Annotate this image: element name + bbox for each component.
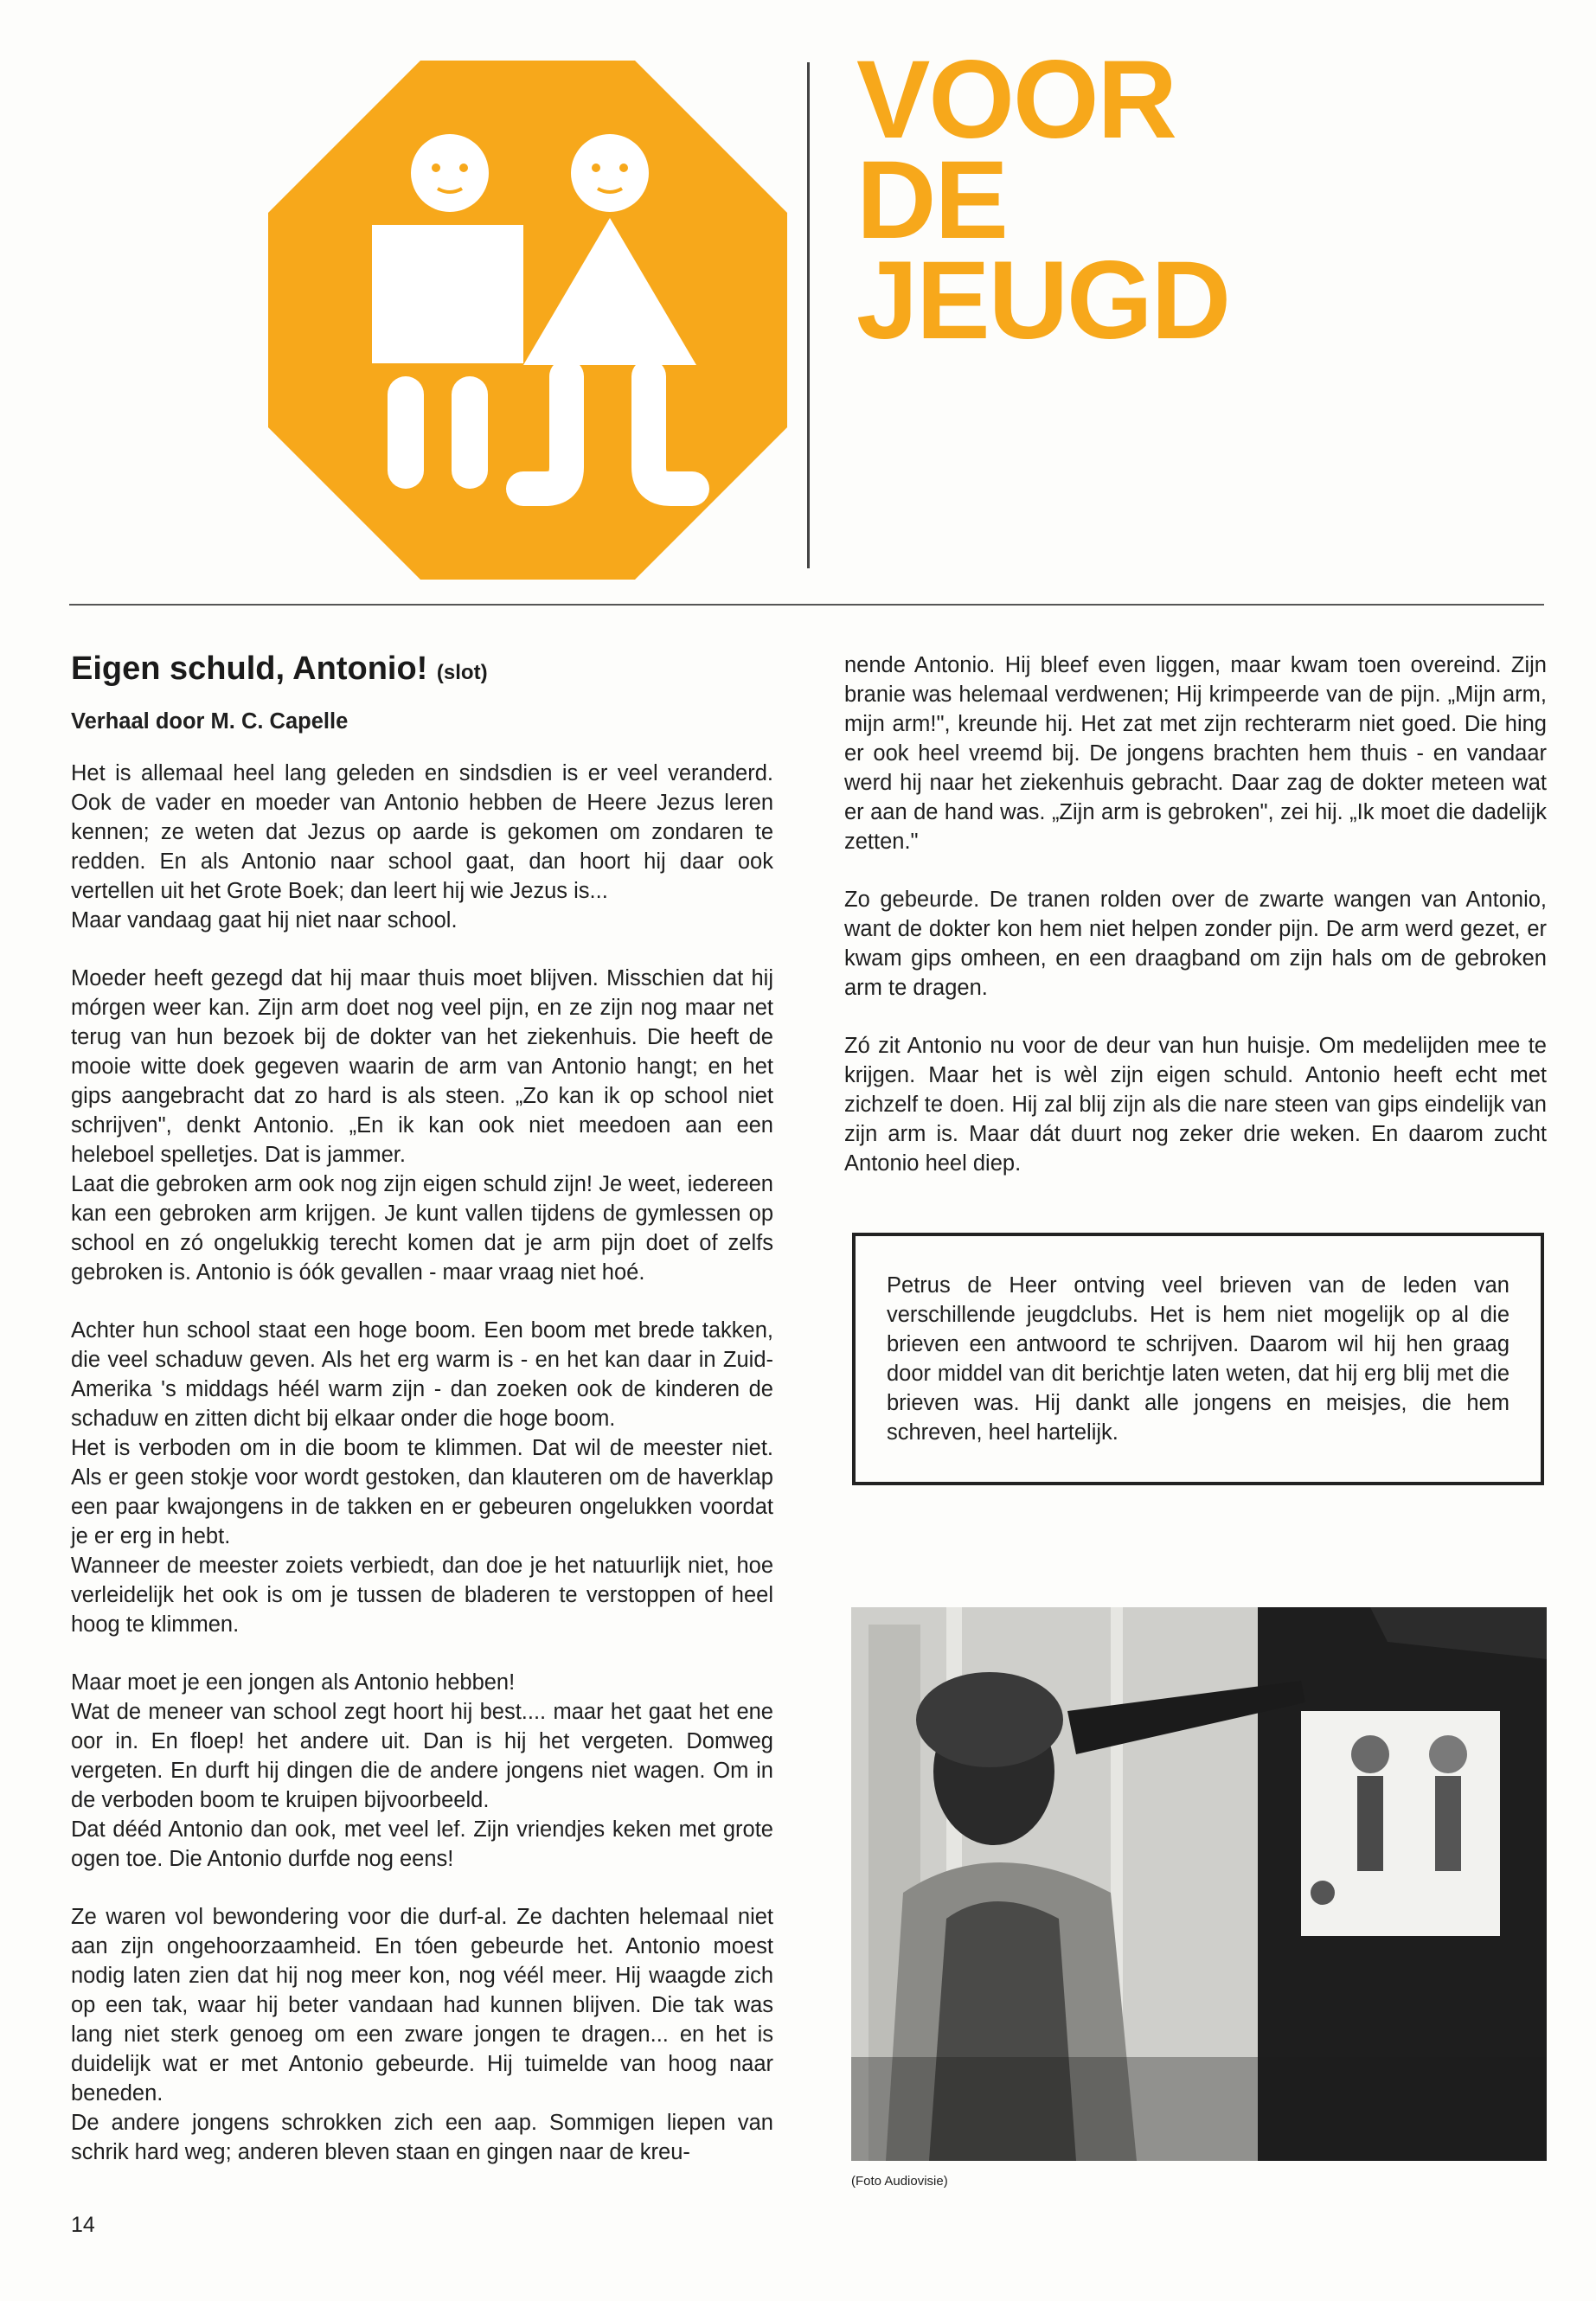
- header-divider: [807, 62, 810, 568]
- paragraph: nende Antonio. Hij bleef even liggen, maar kwam toen overeind. Zijn branie was helemaal verdwenen; Hij krimpeerde van de pijn. „Mijn arm, mijn arm!", kreunde hij. Het zat met zijn rechterarm niet goed. Die hing er ook heel vreemd bij. De jongens brachten hem thuis - en vandaar werd hij naar het ziekenhuis gebracht. Daar zag de dokter meteen wat er aan de hand was. „Zijn arm is gebroken", zei hij. „Ik moet die dadelijk zetten.": [844, 653, 1547, 854]
- byline: Verhaal door M. C. Capelle: [71, 709, 349, 734]
- left-column: [71, 647, 773, 2167]
- paragraph: Laat die gebroken arm ook nog zijn eigen schuld zijn! Je weet, iedereen kan een gebroken arm krijgen. Je kunt vallen tijdens de gymlessen op school en zó ongelukkig terecht komen dat je arm pijn doet of zelfs gebroken is. Antonio is óók gevallen - maar vraag niet hoé.: [71, 1172, 773, 1285]
- paragraph: Het is allemaal heel lang geleden en sindsdien is er veel veranderd. Ook de vader en moeder van Antonio hebben de Heere Jezus leren kennen; ze weten dat Jezus op aarde is gekomen om zondaren te redden. En als Antonio naar school gaat, dan hoort hij daar ook vertellen uit het Grote Boek; dan leert hij wie Jezus is...: [71, 761, 773, 903]
- paragraph: Maar moet je een jongen als Antonio hebben!: [71, 1670, 516, 1695]
- paragraph: De andere jongens schrokken zich een aap. Sommigen liepen van schrik hard weg; anderen bleven staan en gingen naar de kreu-: [71, 2111, 773, 2164]
- right-column: [844, 651, 1547, 1207]
- paragraph: Moeder heeft gezegd dat hij maar thuis moet blijven. Misschien dat hij mórgen weer kan. Zijn arm doet nog veel pijn, en ze zijn nog maar net terug van hun bezoek bij de dokter van het ziekenhuis. Die heeft de mooie witte doek gegeven waarin de arm van Antonio hangt; en het gips aangebracht dat zo hard is als steen. „Zo kan ik op school niet schrijven", denkt Antonio. „En ik kan ook niet meedoen aan een heleboel spelletjes. Dat is jammer.: [71, 966, 773, 1167]
- photo-teacher-at-board: [851, 1607, 1547, 2161]
- paragraph: Zó zit Antonio nu voor de deur van hun huisje. Om medelijden mee te krijgen. Maar het is wèl zijn eigen schuld. Antonio heeft echt met zichzelf te doen. Hij zal blij zijn als die nare steen van gips eindelijk van zijn arm is. Maar dát duurt nog zeker drie weken. En daarom zucht Antonio heel diep.: [844, 1034, 1547, 1176]
- heading-line: JEUGD: [856, 239, 1229, 362]
- section-heading: [856, 38, 1229, 362]
- story-title-text: Eigen schuld, Antonio!: [71, 651, 428, 687]
- left-child-body: [372, 225, 523, 363]
- left-child-leg: [388, 376, 424, 489]
- octagon-children-icon: [268, 61, 787, 580]
- paragraph: Wat de meneer van school zegt hoort hij best.... maar het gaat het ene oor in. En floep! het andere uit. Dan is hij het vergeten. Domweg vergeten. En durft hij dingen die de andere jongens niet wagen. Om in de verboden boom te kruipen bijvoorbeeld.: [71, 1700, 773, 1812]
- paragraph: Het is verboden om in die boom te klimmen. Dat wil de meester niet. Als er geen stokje voor wordt gestoken, dan klauteren om de haverklap een paar kwajongens in de takken en er gebeuren ongelukken voordat je er erg in hebt.: [71, 1436, 773, 1548]
- paragraph: Zo gebeurde. De tranen rolden over de zwarte wangen van Antonio, want de dokter kon hem niet helpen zonder pijn. De arm werd gezet, er kwam gips omheen, en een draagband om zijn hals om de gebroken arm te dragen.: [844, 888, 1547, 1000]
- notice-box: [852, 1233, 1544, 1485]
- left-child-head: [411, 134, 489, 212]
- right-child-head: [571, 134, 649, 212]
- story-title-suffix: (slot): [436, 661, 488, 684]
- page-number: 14: [71, 2213, 95, 2237]
- notice-text: Petrus de Heer ontving veel brieven van de leden van verschillende jeugdclubs. Het is hem niet mogelijk op al die brieven een antwoord te schrijven. Daarom wil hij hen graag door middel van dit berichtje laten weten, dat hij erg blij met die brieven was. Hij dankt alle jongens en meisjes, die hem schreven, heel hartelijk.: [887, 1273, 1509, 1445]
- header-rule: [69, 604, 1544, 606]
- left-child-leg: [452, 376, 488, 489]
- paragraph: Wanneer de meester zoiets verbiedt, dan doe je het natuurlijk niet, hoe verleidelijk het ook is om je tussen de bladeren te verstoppen of heel hoog te klimmen.: [71, 1554, 773, 1637]
- heading-line: DE: [856, 138, 1007, 262]
- paragraph: Dat dééd Antonio dan ook, met veel lef. Zijn vriendjes keken met grote ogen toe. Die Antonio durfde nog eens!: [71, 1817, 773, 1871]
- photo-caption: (Foto Audiovisie): [851, 2174, 948, 2189]
- heading-line: VOOR: [856, 38, 1176, 162]
- story-title: [71, 647, 773, 695]
- paragraph: Achter hun school staat een hoge boom. Een boom met brede takken, die veel schaduw geven. Als het erg warm is - en het kan daar in Zuid-Amerika 's middags héél warm zijn - dan zoeken ook de kinderen de schaduw en zitten dicht bij elkaar onder die hoge boom.: [71, 1318, 773, 1431]
- paragraph: Maar vandaag gaat hij niet naar school.: [71, 908, 458, 933]
- drawing-sheet: [1301, 1711, 1500, 1936]
- paragraph: Ze waren vol bewondering voor die durf-al. Ze dachten helemaal niet aan zijn ongehoorzaamheid. En tóen gebeurde het. Antonio moest nodig laten zien dat hij nog meer kon, nog véél meer. Hij waagde zich op een tak, waar hij beter vandaan had kunnen blijven. Die tak was lang niet sterk genoeg om een zware jongen te dragen... en het is duidelijk wat er met Antonio gebeurde. Hij tuimelde van hoog naar beneden.: [71, 1905, 773, 2106]
